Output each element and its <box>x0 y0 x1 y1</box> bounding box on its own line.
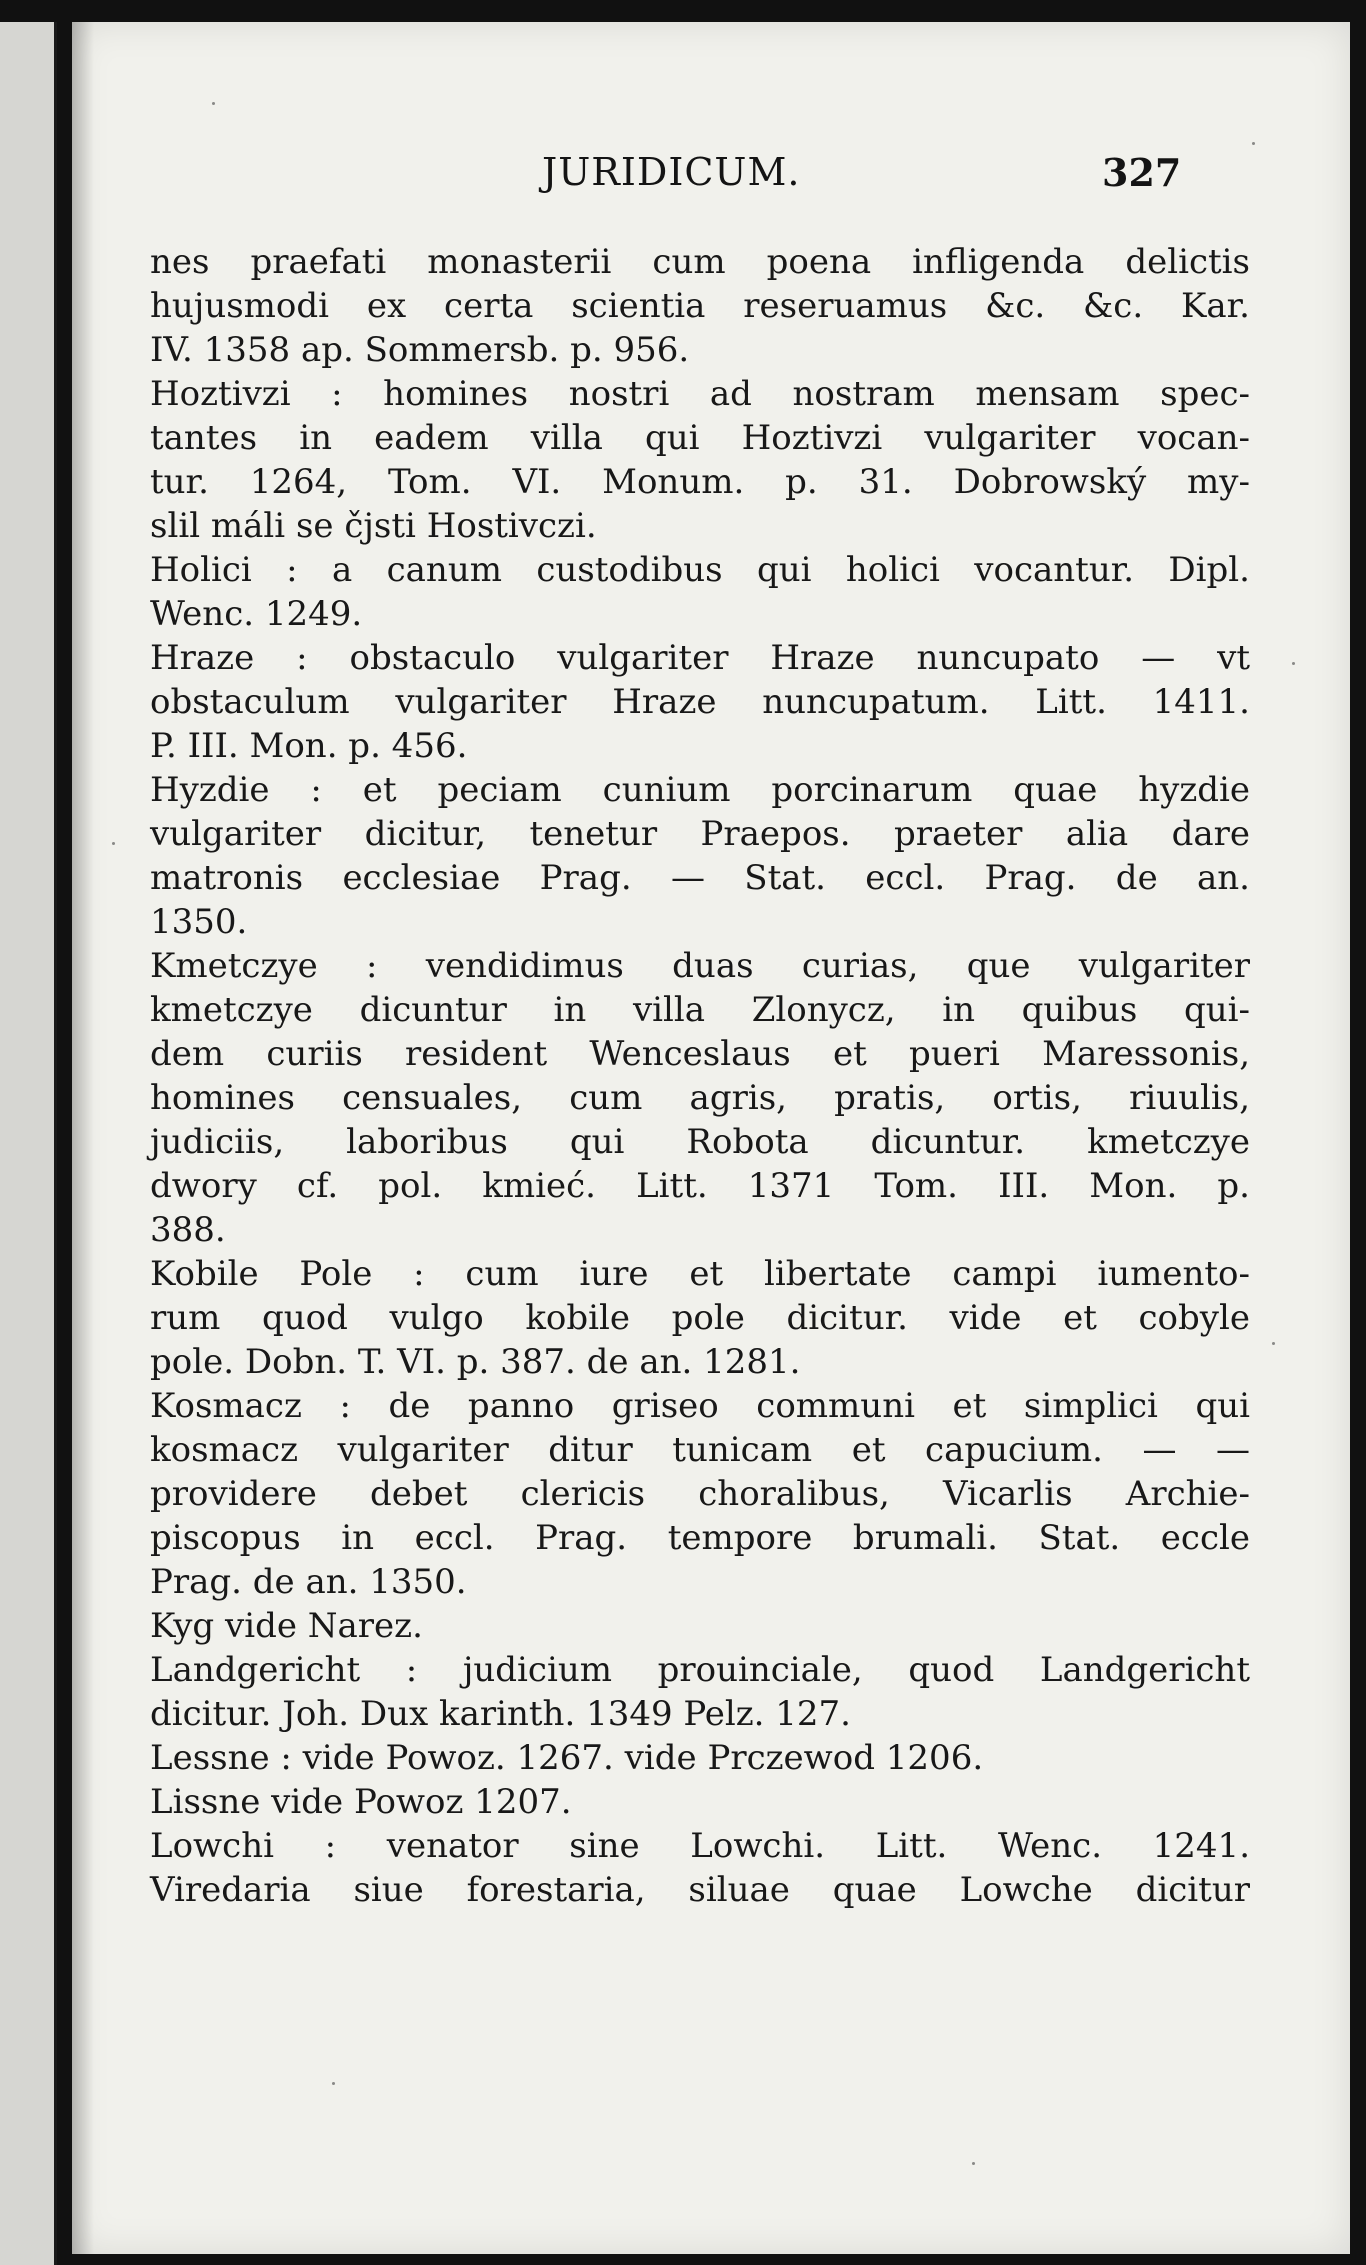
text-line: Kmetczye : vendidimus duas curias, que vulgariter <box>150 946 1250 986</box>
text-line: judiciis, laboribus qui Robota dicuntur. kmetczye <box>150 1122 1250 1162</box>
book-page <box>72 22 1350 2254</box>
text-line: kosmacz vulgariter ditur tunicam et capucium. — — <box>150 1430 1250 1470</box>
paper-speck <box>112 842 115 845</box>
paper-speck <box>212 102 215 105</box>
text-line: Prag. de an. 1350. <box>150 1562 467 1602</box>
text-line: Landgericht : judicium prouinciale, quod Landgericht <box>150 1650 1250 1690</box>
text-line: Hyzdie : et peciam cunium porcinarum quae hyzdie <box>150 770 1250 810</box>
paper-speck <box>1272 1342 1275 1345</box>
text-line: P. III. Mon. p. 456. <box>150 726 468 766</box>
text-line: 1350. <box>150 902 248 942</box>
paper-speck <box>1252 142 1255 145</box>
spine-shadow <box>72 22 94 2254</box>
text-line: hujusmodi ex certa scientia reseruamus &c. &c. Kar. <box>150 286 1250 326</box>
text-line: dem curiis resident Wenceslaus et pueri Maressonis, <box>150 1034 1250 1074</box>
text-line: homines censuales, cum agris, pratis, ortis, riuulis, <box>150 1078 1250 1118</box>
text-line: 388. <box>150 1210 226 1250</box>
text-line: Kosmacz : de panno griseo communi et simplici qui <box>150 1386 1250 1426</box>
text-line: Wenc. 1249. <box>150 594 363 634</box>
text-line: Lessne : vide Powoz. 1267. vide Prczewod 1206. <box>150 1738 984 1778</box>
text-line: Hoztivzi : homines nostri ad nostram mensam spec- <box>150 374 1250 414</box>
running-head: JURIDICUM. <box>542 150 801 194</box>
text-line: Lissne vide Powoz 1207. <box>150 1782 572 1822</box>
text-line: Viredaria siue forestaria, siluae quae Lowche dicitur <box>150 1870 1250 1910</box>
text-line: slil máli se čjsti Hostivczi. <box>150 506 597 546</box>
glossary-text <box>150 240 1250 1912</box>
text-line: Holici : a canum custodibus qui holici vocantur. Dipl. <box>150 550 1250 590</box>
text-line: piscopus in eccl. Prag. tempore brumali. Stat. eccle <box>150 1518 1250 1558</box>
text-line: obstaculum vulgariter Hraze nuncupatum. Litt. 1411. <box>150 682 1250 722</box>
page-header <box>72 150 1350 210</box>
text-line: Lowchi : venator sine Lowchi. Litt. Wenc. 1241. <box>150 1826 1250 1866</box>
paper-speck <box>1292 662 1295 665</box>
text-line: pole. Dobn. T. VI. p. 387. de an. 1281. <box>150 1342 801 1382</box>
text-line: tur. 1264, Tom. VI. Monum. p. 31. Dobrowský my- <box>150 462 1250 502</box>
paper-speck <box>972 2162 975 2165</box>
text-line: Hraze : obstaculo vulgariter Hraze nuncupato — vt <box>150 638 1250 678</box>
text-line: providere debet clericis choralibus, Vicarlis Archie- <box>150 1474 1250 1514</box>
text-line: dwory cf. pol. kmieć. Litt. 1371 Tom. III. Mon. p. <box>150 1166 1250 1206</box>
text-line: matronis ecclesiae Prag. — Stat. eccl. Prag. de an. <box>150 858 1250 898</box>
text-line: vulgariter dicitur, tenetur Praepos. praeter alia dare <box>150 814 1250 854</box>
paper-speck <box>332 2082 335 2085</box>
text-line: Kyg vide Narez. <box>150 1606 423 1646</box>
text-line: Kobile Pole : cum iure et libertate campi iumento- <box>150 1254 1250 1294</box>
text-line: tantes in eadem villa qui Hoztivzi vulgariter vocan- <box>150 418 1250 458</box>
text-line: nes praefati monasterii cum poena infligenda delictis <box>150 242 1250 282</box>
text-line: IV. 1358 ap. Sommersb. p. 956. <box>150 330 690 370</box>
facing-page-edge <box>0 22 57 2265</box>
text-line: kmetczye dicuntur in villa Zlonycz, in quibus qui- <box>150 990 1250 1030</box>
text-line: rum quod vulgo kobile pole dicitur. vide et cobyle <box>150 1298 1250 1338</box>
page-number: 327 <box>1102 150 1182 195</box>
text-line: dicitur. Joh. Dux karinth. 1349 Pelz. 127. <box>150 1694 851 1734</box>
